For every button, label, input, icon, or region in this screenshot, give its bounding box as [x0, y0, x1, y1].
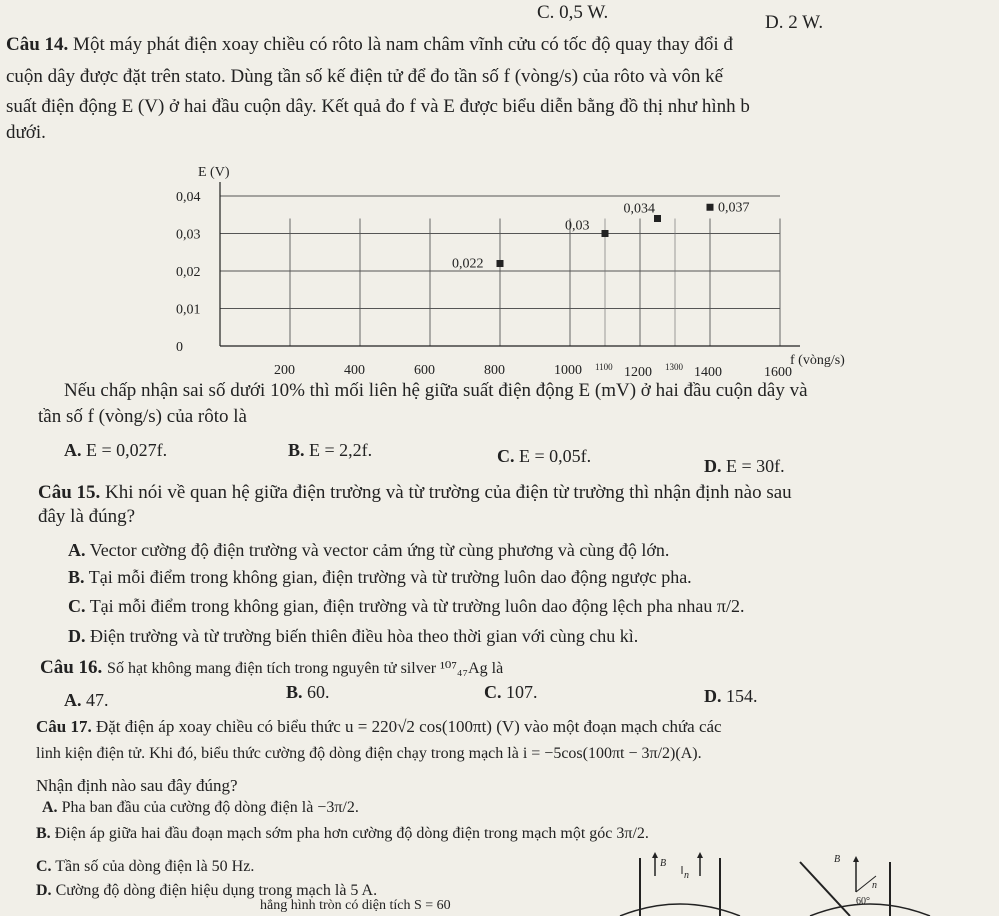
field-figures	[600, 852, 990, 916]
q15-line1	[38, 482, 792, 504]
q14-after1: Nếu chấp nhận sai số dưới 10% thì mối liên hệ giữa suất điện động E (mV) ở hai đầu cuộn dây và	[64, 380, 808, 401]
data-label: 0,034	[623, 201, 655, 217]
figure-right	[800, 854, 930, 916]
data-label: 0,022	[452, 256, 484, 272]
q14-option-c: C. E = 0,05f.	[497, 446, 592, 466]
data-label: 0,03	[565, 218, 590, 234]
q16-option-a: A. 47.	[64, 690, 109, 710]
q14-after2: tần số f (vòng/s) của rôto là	[38, 406, 247, 427]
data-label: 0,037	[718, 200, 750, 216]
data-point	[602, 230, 609, 237]
q17-line2: linh kiện điện tử. Khi đó, biểu thức cường độ dòng điện chạy trong mạch là i = −5cos(100πt − 3π/2)(A).	[36, 745, 702, 762]
q17-text1: Đặt điện áp xoay chiều có biểu thức u = 220√2 cos(100πt) (V) vào một đoạn mạch chứa các	[95, 717, 722, 736]
cut-off-line: hẳng hình tròn có diện tích S = 60	[260, 898, 451, 913]
q16-number: Câu 16.	[40, 657, 103, 678]
x-minor-tick-label: 1300	[665, 362, 683, 372]
chart-points	[452, 200, 750, 271]
q15-option-d: D. Điện trường và từ trường biến thiên điều hòa theo thời gian với cùng chu kì.	[68, 626, 639, 646]
n-label-left: n	[684, 870, 689, 881]
q15-number: Câu 15.	[38, 482, 101, 503]
x-tick-label: 800	[484, 363, 505, 378]
q16-option-d: D. 154.	[704, 686, 758, 706]
q14-line3: suất điện động E (V) ở hai đầu cuộn dây. Kết quả đo f và E được biểu diễn bằng đồ thị như hình b	[6, 96, 750, 117]
q17-line1	[36, 717, 722, 737]
x-axis-label: f (vòng/s)	[790, 353, 845, 368]
data-point	[497, 260, 504, 267]
q14-number: Câu 14.	[6, 34, 69, 55]
q16-option-c: C. 107.	[484, 682, 538, 702]
y-tick-label: 0,02	[176, 265, 201, 280]
q16-text: Số hạt không mang điện tích trong nguyên tử silver ¹⁰⁷₄₇Ag là	[107, 660, 504, 677]
q17-option-a: A. Pha ban đầu của cường độ dòng điện là −3π/2.	[42, 799, 359, 816]
y-tick-label: 0,03	[176, 227, 201, 243]
q14-option-d: D. E = 30f.	[704, 456, 785, 476]
data-point	[707, 204, 714, 211]
q17-option-b: B. Điện áp giữa hai đầu đoạn mạch sớm pha hơn cường độ dòng điện trong mạch một góc 3π/2.	[36, 825, 649, 842]
q15-text1: Khi nói về quan hệ giữa điện trường và từ trường của điện từ trường thì nhận định nào sau	[105, 482, 792, 503]
chart-ticks	[176, 190, 792, 380]
y-axis-label: E (V)	[198, 165, 230, 180]
figure-left	[620, 852, 740, 916]
ef-chart	[160, 150, 860, 390]
chart-grid	[220, 196, 780, 346]
x-tick-label: 1400	[694, 365, 722, 380]
q17-line3: Nhận định nào sau đây đúng?	[36, 776, 238, 795]
option-d-prev: D. 2 W.	[765, 12, 824, 33]
x-minor-tick-label: 1100	[595, 362, 613, 372]
q15-option-a: A. Vector cường độ điện trường và vector cảm ứng từ cùng phương và cùng độ lớn.	[68, 540, 670, 560]
angle-label: 60°	[856, 896, 870, 907]
q17-option-d: D. Cường độ dòng điện hiệu dụng trong mạch là 5 A.	[36, 882, 378, 899]
q17-option-c: C. Tần số của dòng điện là 50 Hz.	[36, 858, 255, 875]
q16-option-b: B. 60.	[286, 682, 330, 702]
q14-line4: dưới.	[6, 122, 46, 143]
y-tick-label: 0,04	[176, 190, 201, 205]
q15-option-c: C. Tại mỗi điểm trong không gian, điện trường và từ trường luôn dao động lệch pha nhau π/2.	[68, 596, 745, 616]
q15-line2: đây là đúng?	[38, 506, 136, 527]
x-tick-label: 600	[414, 363, 435, 378]
n-label-right: n	[872, 880, 877, 891]
b-label-right: B	[834, 854, 841, 865]
q17-number: Câu 17.	[36, 717, 92, 736]
x-tick-label: 1200	[624, 365, 652, 380]
q16-line	[40, 657, 503, 679]
b-label-left: B	[660, 858, 667, 869]
data-point	[654, 215, 661, 222]
x-tick-label: 200	[274, 363, 295, 378]
q14-option-a: A. E = 0,027f.	[64, 440, 168, 460]
x-tick-label: 1600	[764, 365, 792, 380]
q15-option-b: B. Tại mỗi điểm trong không gian, điện trường và từ trường luôn dao động ngược pha.	[68, 567, 692, 587]
q14-line2: cuộn dây được đặt trên stato. Dùng tần số kế điện tử để đo tần số f (vòng/s) của rôto và vôn kế	[6, 66, 724, 87]
x-tick-label: 400	[344, 363, 365, 378]
y-tick-label: 0,01	[176, 302, 201, 318]
option-c-prev: C. 0,5 W.	[537, 2, 609, 23]
x-tick-label: 1000	[554, 363, 582, 378]
y-tick-label: 0	[176, 340, 183, 355]
q14-text1: Một máy phát điện xoay chiều có rôto là nam châm vĩnh cửu có tốc độ quay thay đổi đ	[73, 34, 733, 55]
q14-line1	[6, 34, 733, 56]
q14-option-b: B. E = 2,2f.	[288, 440, 373, 460]
